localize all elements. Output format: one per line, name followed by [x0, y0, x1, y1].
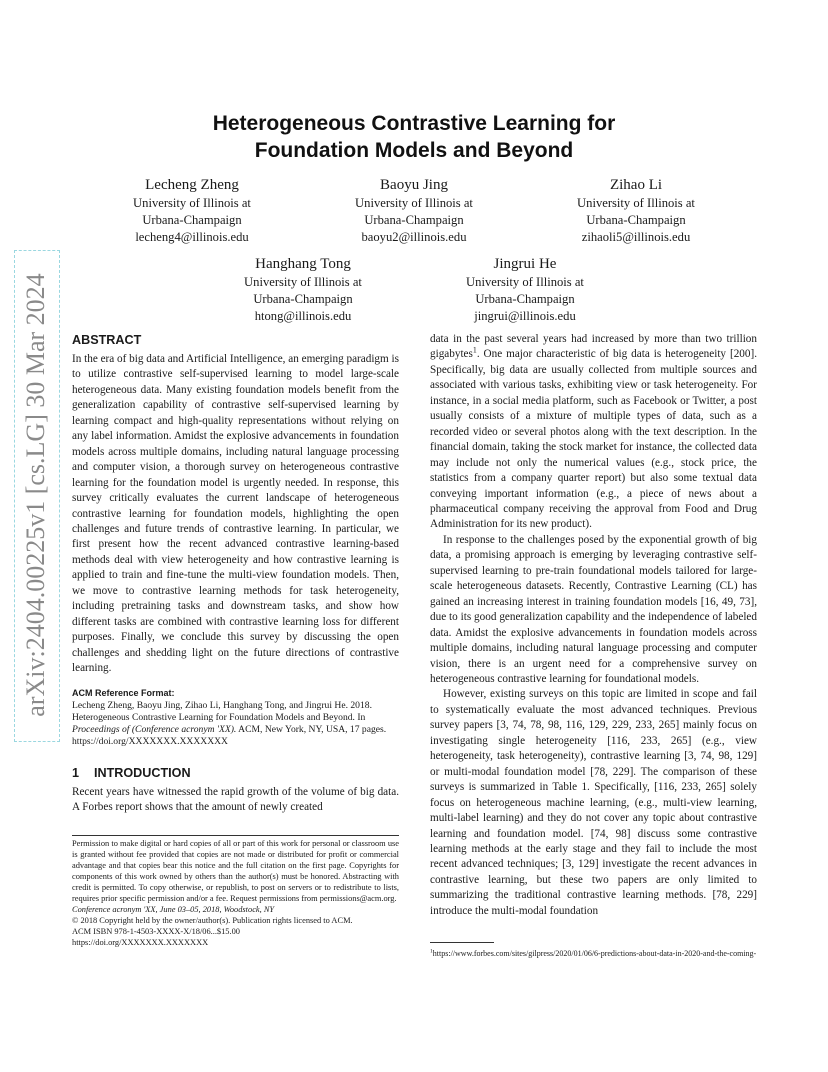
author-affiliation-city: Urbana-Champaign: [586, 213, 686, 227]
author-email[interactable]: zihaoli5@illinois.edu: [581, 230, 691, 244]
footnote-marker[interactable]: 1: [472, 345, 477, 355]
right-column: [430, 332, 757, 919]
conference-text: Conference acronym 'XX, June 03–05, 2018, Woodstock, NY: [72, 905, 275, 914]
acm-reference-heading: ACM Reference Format:: [72, 687, 175, 698]
author-email[interactable]: lecheng4@illinois.edu: [135, 230, 249, 244]
author-affiliation-city: Urbana-Champaign: [253, 292, 353, 306]
section-title: INTRODUCTION: [94, 765, 191, 780]
author-block-5: [425, 254, 625, 325]
right-paragraph-3: However, existing surveys on this topic are limited in scope and fail to systematically evaluate the most advanced techniques. Previous survey papers [3, 74, 78, 98, 116, 129, 229, 233, 265] mainly focus on investigating single heterogeneity [116, 233, 265] (e.g., view heterogeneity, task heterogeneity), contrastive learning [3, 74, 98, 129] or multi-modal foundation model [78, 229]. The comparison of these surveys is summarized in Table 1. Specifically, [116, 233, 265] solely focus on heterogeneous machine learning, (e.g., multi-view learning, multi-label learning) and they do not cover any topic about contrastive learning and foundation model. [74, 98] discuss some contrastive learning methods at the early stage and they fail to include the most recent advanced techniques; [3, 129] investigate the recent advances in contrastive learning, but these two papers are only limited to summarizing the traditional contrastive learning methods. [78, 229] introduce the multi-modal foundation: [430, 688, 757, 917]
author-email[interactable]: htong@illinois.edu: [254, 309, 352, 323]
acm-reference-part: Lecheng Zheng, Baoyu Jing, Zihao Li, Hanghang Tong, and Jingrui He. 2018. Heterogeneous Contrastive Learning for Foundation Models and Beyond. In: [72, 699, 372, 723]
author-affiliation-city: Urbana-Champaign: [364, 213, 464, 227]
author-name: Jingrui He: [493, 256, 557, 272]
author-affiliation-city: Urbana-Champaign: [142, 213, 242, 227]
author-affiliation-city: Urbana-Champaign: [475, 292, 575, 306]
author-email[interactable]: jingrui@illinois.edu: [474, 309, 576, 323]
author-block-1: [92, 175, 292, 246]
author-affiliation: University of Illinois at: [133, 196, 251, 210]
paragraph-text: . One major characteristic of big data is heterogeneity [200]. Specifically, big data are usually collected from multiple sources and associated with various tasks, exhibiting view or task heterogeneity. For instance, in a social media platform, such as Facebook or Twitter, a post usually consists of a mixture of multiple types of data, such as a recorded video or several photos along with the text description. In the financial domain, taking the stock market for instance, the collected data may include not only the numerical values (e.g., stock price, the statistics from a company quarter report) but also some textual data conveying important information (e.g., a piece of news about a pharmaceutical company receiving the approval from Food and Drug Administration for its new product).: [430, 348, 757, 531]
intro-paragraph: Recent years have witnessed the rapid growth of the volume of big data. A Forbes report shows that the amount of newly created: [72, 785, 399, 814]
acm-reference-text: [72, 700, 399, 749]
abstract-text: In the era of big data and Artificial Intelligence, an emerging paradigm is to utilize contrastive self-supervised learning to model large-scale heterogeneous data. Many existing foundation models benefit from the generalization capability of contrastive self-supervised learning by learning compact and high-quality representations without relying on any label information. Amidst the explosive advancements in foundation models across multiple domains, including natural language processing and computer vision, a thorough survey on heterogeneous contrastive learning for the foundation model is urgently needed. In response, this survey critically evaluates the current landscape of heterogeneous contrastive learning for foundation models, highlighting the open challenges and future trends of contrastive learning. In particular, we first present how the recent advanced contrastive learning-based methods deal with view heterogeneity and how contrastive learning is applied to train and fine-tune the multi-view foundation models. Then, we move to contrastive learning methods for task heterogeneity, including pretraining tasks and downstream tasks, and show how different tasks are combined with contrastive learning loss for different purposes. Finally, we conclude this survey by discussing the open challenges and shedding light on the future directions of contrastive learning.: [72, 353, 399, 675]
footnote-url[interactable]: https://www.forbes.com/sites/gilpress/2020/01/06/6-predictions-about-data-in-2020-and-the-coming-: [432, 949, 757, 958]
arxiv-stamp: arXiv:2404.00225v1 [cs.LG] 30 Mar 2024: [21, 273, 50, 717]
author-block-2: [314, 175, 514, 246]
acm-reference-doi[interactable]: ACM, New York, NY, USA, 17 pages. https://doi.org/XXXXXXX.XXXXXXX: [72, 724, 387, 748]
author-block-3: [536, 175, 736, 246]
author-name: Hanghang Tong: [255, 256, 351, 272]
copyright-line: © 2018 Copyright held by the owner/author(s). Publication rights licensed to ACM.: [72, 916, 353, 925]
author-name: Lecheng Zheng: [145, 177, 239, 193]
author-email[interactable]: baoyu2@illinois.edu: [361, 230, 467, 244]
abstract-heading: ABSTRACT: [72, 333, 142, 347]
title-line-2: Foundation Models and Beyond: [254, 139, 574, 162]
section-heading-introduction: [72, 765, 399, 781]
left-column: [72, 332, 399, 816]
author-affiliation: University of Illinois at: [355, 196, 473, 210]
author-affiliation: University of Illinois at: [244, 275, 362, 289]
author-name: Zihao Li: [609, 177, 663, 193]
right-paragraph-1: [430, 332, 757, 533]
permission-notice: Permission to make digital or hard copies of all or part of this work for personal or classroom use is granted without fee provided that copies are not made or distributed for profit or commercial advantage and that copies bear this notice and the full citation on the first page. Copyrights for components of this work owned by others than the author(s) must be honored. Abstracting with credit is permitted. To copy otherwise, or republish, to post on servers or to redistribute to lists, requires prior specific permission and/or a fee. Request permissions from permissions@acm.org.: [72, 839, 399, 903]
paper-title: [120, 110, 708, 164]
author-affiliation: University of Illinois at: [466, 275, 584, 289]
isbn-line: ACM ISBN 978-1-4503-XXXX-X/18/06...$15.00: [72, 927, 240, 936]
right-paragraph-2: In response to the challenges posed by the exponential growth of big data, a promising approach is emerging by leveraging contrastive self-supervised learning to pre-train foundational models tailored for large-scale heterogeneous datasets. Recently, Contrastive Learning (CL) has gained an increasing interest in training foundation models [16, 49, 73], due to its good generalization capability and the independence of labeled data. Amidst the explosive advancements in foundation models across multiple domains, including natural language processing and computer vision, there is an urgent need for a comprehensive survey on heterogeneous contrastive learning for foundational models.: [430, 533, 757, 685]
section-number: 1: [72, 765, 80, 780]
footnote-divider: [430, 942, 494, 943]
footnote-number: 1: [430, 948, 433, 955]
permission-block: [72, 838, 399, 948]
author-name: Baoyu Jing: [380, 177, 448, 193]
paragraph-text: data in the past several years had increased by more than two trillion gigabytes: [430, 333, 757, 361]
conference-line: [72, 904, 399, 915]
title-line-1: Heterogeneous Contrastive Learning for: [212, 112, 616, 135]
footnote: [430, 948, 828, 959]
doi-link[interactable]: https://doi.org/XXXXXXX.XXXXXXX: [72, 938, 209, 947]
author-block-4: [203, 254, 403, 325]
acm-reference-venue: Proceedings of (Conference acronym 'XX).: [72, 724, 237, 736]
author-affiliation: University of Illinois at: [577, 196, 695, 210]
permission-divider: [72, 835, 399, 836]
